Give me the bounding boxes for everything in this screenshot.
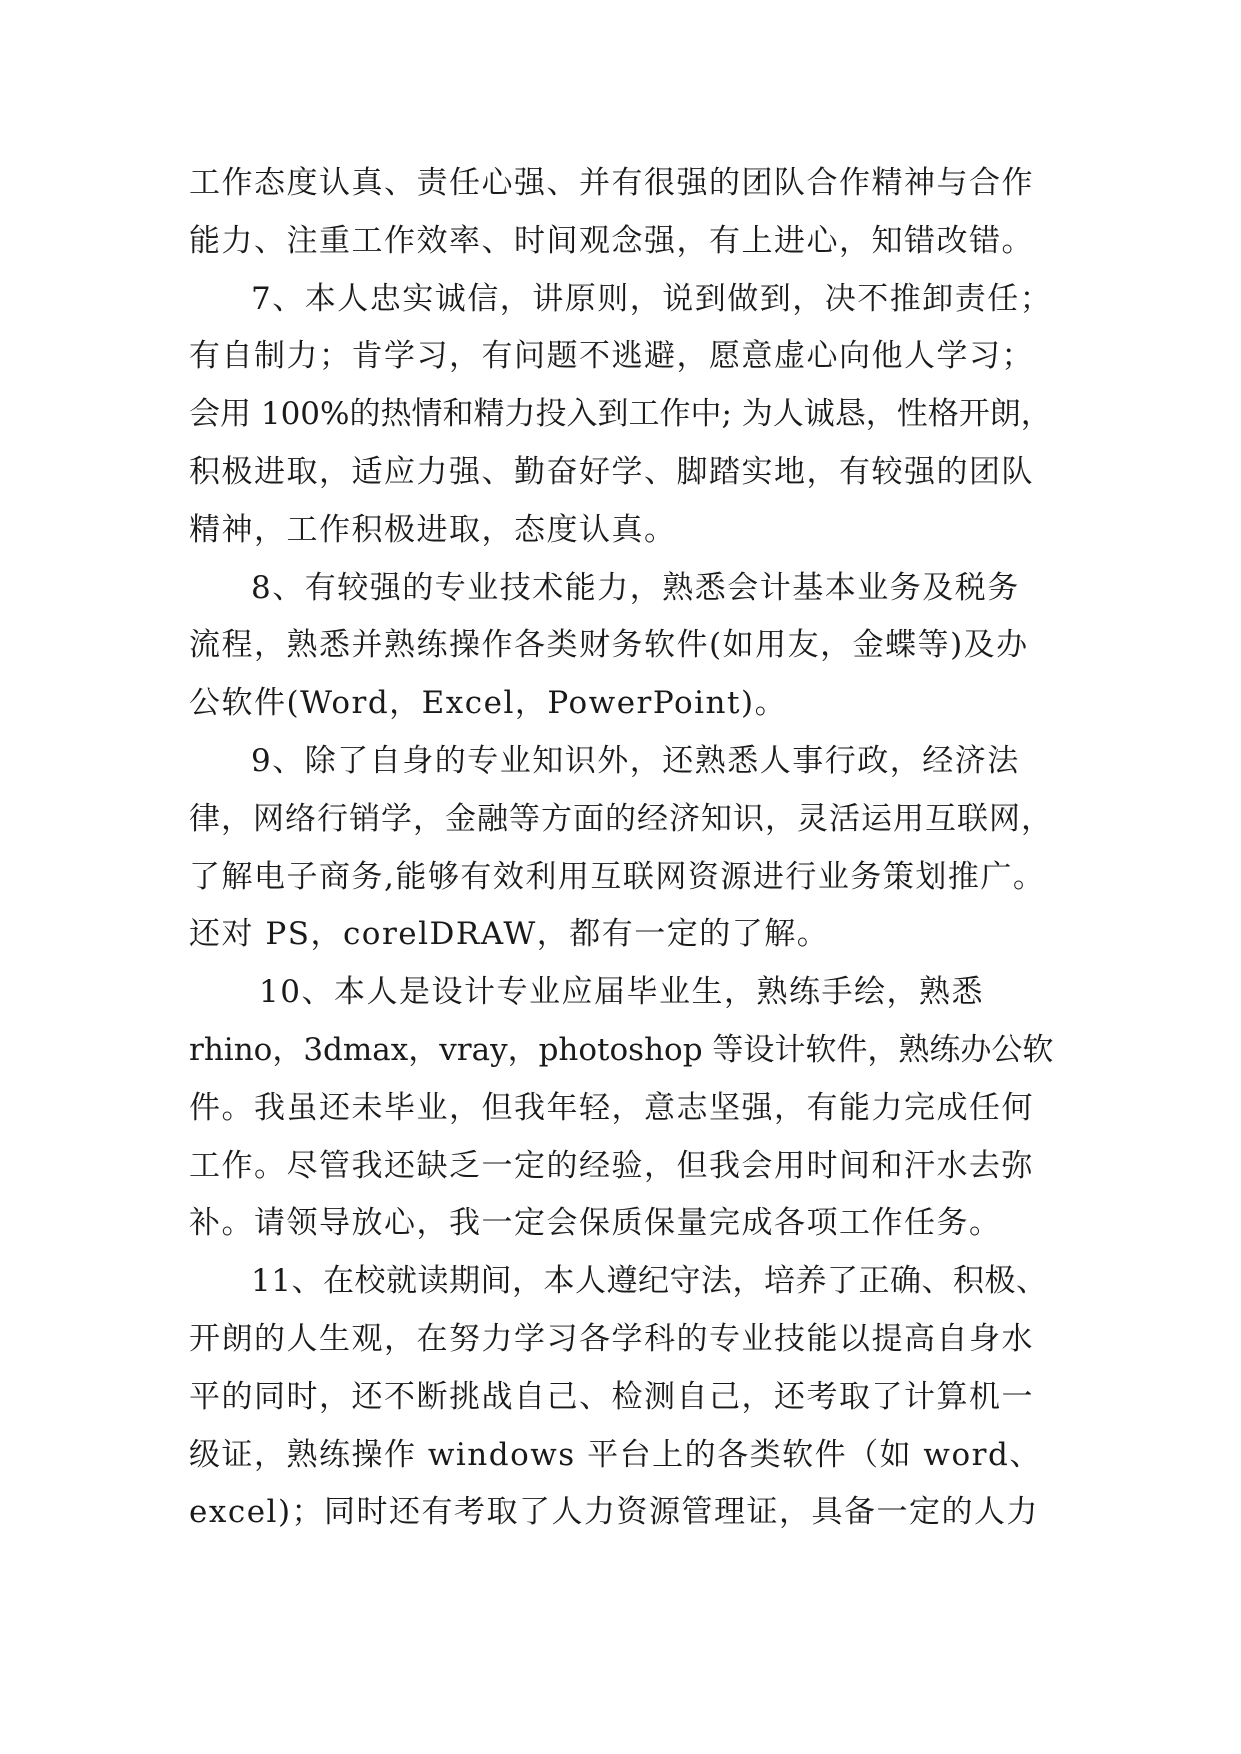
text-line: 补。请领导放心，我一定会保质保量完成各项工作任务。 [189, 1205, 1002, 1242]
text-line: 8、有较强的专业技术能力，熟悉会计基本业务及税务 [251, 569, 1020, 606]
text-line: 会用 100%的热情和精力投入到工作中; 为人诚恳，性格开朗， [189, 396, 1052, 433]
text-line: 精神，工作积极进取，态度认真。 [189, 511, 677, 548]
text-line: 了解电子商务,能够有效利用互联网资源进行业务策划推广。 [189, 858, 1046, 895]
text-line: 公软件(Word，Excel，PowerPoint)。 [189, 685, 788, 722]
document-body [189, 155, 1059, 1542]
text-line: 工作。尽管我还缺乏一定的经验，但我会用时间和汗水去弥 [189, 1147, 1034, 1184]
text-line: 平的同时，还不断挑战自己、检测自己，还考取了计算机一 [189, 1378, 1034, 1415]
text-line: 积极进取，适应力强、勤奋好学、脚踏实地，有较强的团队 [189, 453, 1034, 490]
text-line: 律，网络行销学，金融等方面的经济知识，灵活运用互联网， [189, 800, 1053, 837]
text-line: 流程，熟悉并熟练操作各类财务软件(如用友，金蝶等)及办 [189, 627, 1029, 664]
text-line: 9、除了自身的专业知识外，还熟悉人事行政，经济法 [251, 742, 1020, 779]
text-line: 有自制力；肯学习，有问题不逃避，愿意虚心向他人学习； [189, 338, 1034, 375]
text-line: 工作态度认真、责任心强、并有很强的团队合作精神与合作 [189, 165, 1034, 201]
text-line: 件。我虽还未毕业，但我年轻，意志坚强，有能力完成任何 [189, 1089, 1034, 1126]
text-line: 7、本人忠实诚信，讲原则，说到做到，决不推卸责任； [251, 280, 1053, 317]
text-line: 开朗的人生观，在努力学习各学科的专业技能以提高自身水 [189, 1320, 1034, 1357]
text-line: rhino，3dmax，vray，photoshop 等设计软件，熟练办公软 [189, 1031, 1054, 1068]
text-line: 还对 PS，corelDRAW，都有一定的了解。 [189, 916, 830, 953]
text-line: 11、在校就读期间，本人遵纪守法，培养了正确、积极、 [251, 1263, 1048, 1300]
text-line: excel)；同时还有考取了人力资源管理证，具备一定的人力 [189, 1494, 1040, 1531]
text-line: 能力、注重工作效率、时间观念强，有上进心，知错改错。 [189, 222, 1034, 259]
text-line: 级证，熟练操作 windows 平台上的各类软件（如 word、 [189, 1436, 1042, 1473]
text-line: 10、本人是设计专业应届毕业生，熟练手绘，熟悉 [259, 974, 984, 1011]
